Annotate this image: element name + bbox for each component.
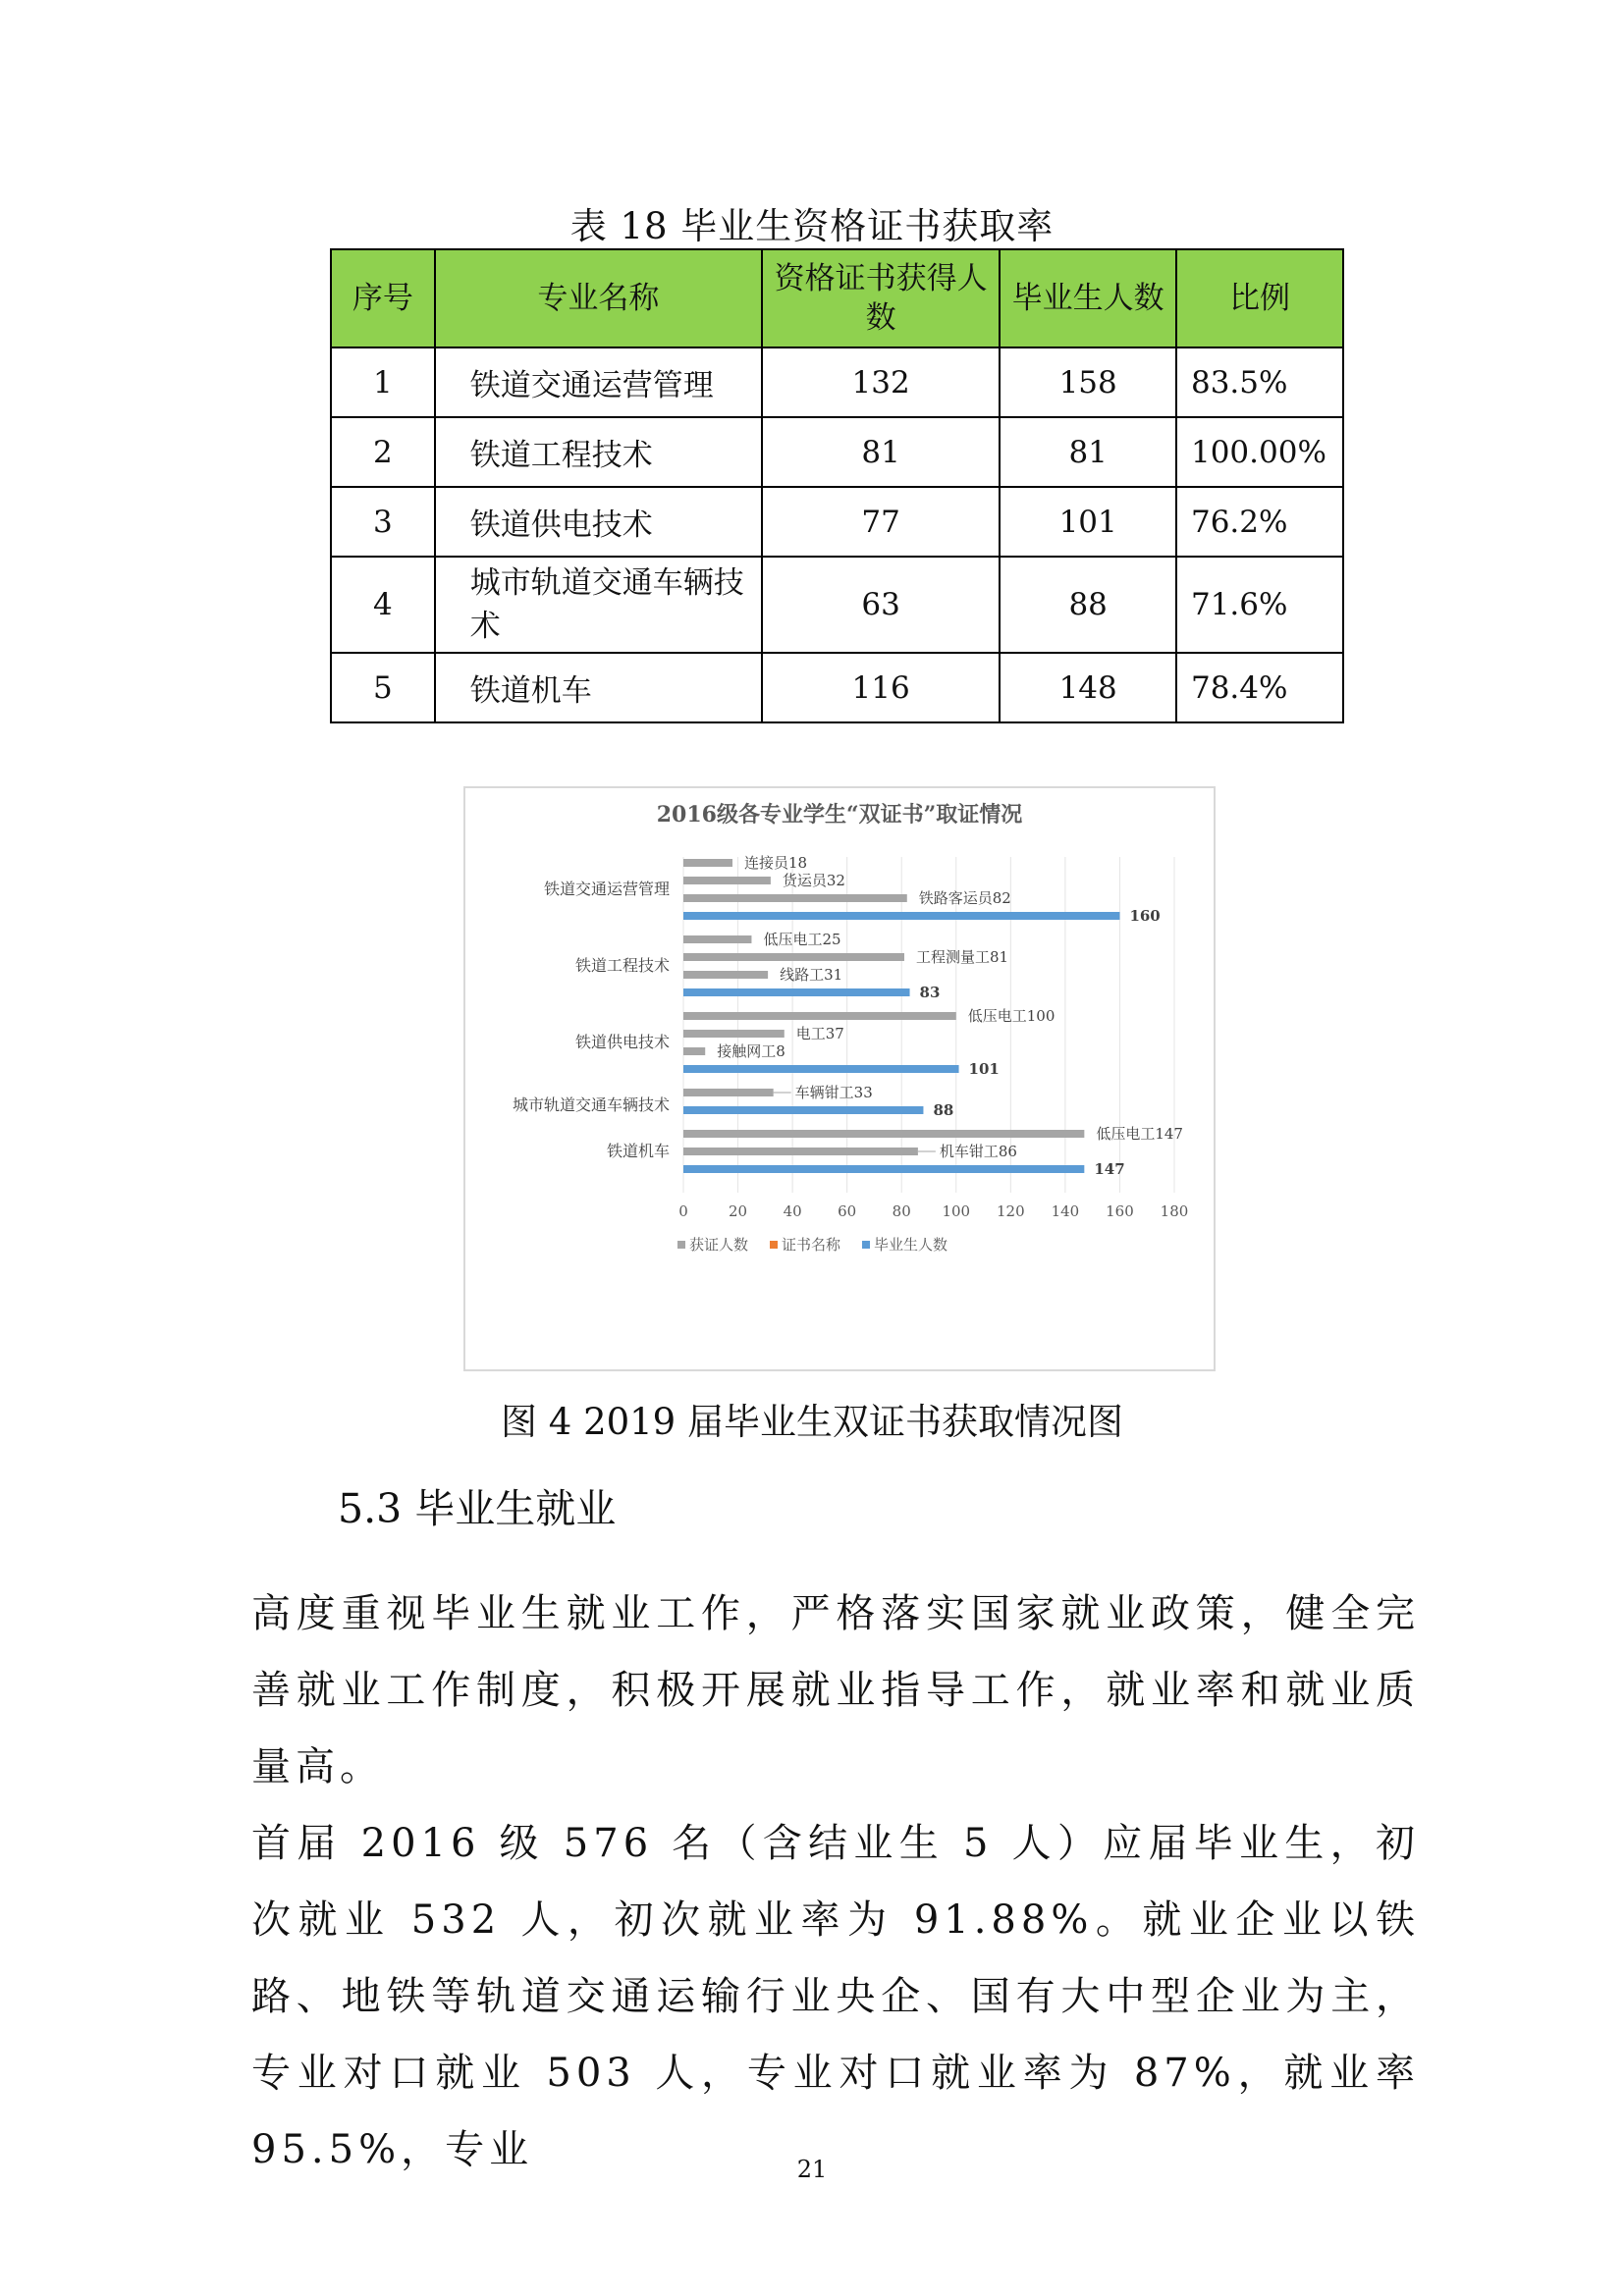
cell-ratio: 76.2%	[1176, 487, 1343, 557]
graduates-data-label: 147	[1094, 1160, 1125, 1178]
section-heading: 5.3 毕业生就业	[338, 1485, 617, 1532]
cert-bar	[683, 971, 768, 979]
cert-bar	[683, 1130, 1084, 1138]
paragraph: 首届 2016 级 576 名（含结业生 5 人）应届毕业生，初次就业 532 人，初次就业率为 91.88%。就业企业以铁路、地铁等轨道交通运输行业央企、国有大中型企业为主，专业对口就业 503 人，专业对口就业率为 87%，就业率 95.5%，专业	[251, 1821, 1420, 2172]
legend-entry: 证书名称	[782, 1236, 841, 1254]
table-row	[331, 417, 1343, 487]
x-tick-label: 80	[892, 1202, 911, 1220]
graduates-bar	[683, 1065, 959, 1073]
graduates-bar	[683, 912, 1119, 920]
cert-bar	[683, 1012, 956, 1020]
table-row	[331, 347, 1343, 417]
cert-bar	[683, 935, 751, 943]
cell-ratio: 83.5%	[1176, 347, 1343, 417]
cert-data-label: 货运员32	[782, 872, 845, 889]
graduates-data-label: 88	[933, 1101, 954, 1119]
table-header-row	[331, 249, 1343, 347]
cert-bar	[683, 859, 732, 867]
header-major: 专业名称	[435, 249, 762, 347]
legend-swatch	[677, 1241, 685, 1249]
cell-index: 3	[331, 487, 435, 557]
graduates-bar	[683, 1106, 923, 1114]
page-number: 21	[796, 2156, 828, 2183]
cell-graduates: 158	[1000, 347, 1176, 417]
table-row	[331, 653, 1343, 722]
cell-graduates: 148	[1000, 653, 1176, 722]
figure-caption: 图 4 2019 届毕业生双证书获取情况图	[501, 1401, 1123, 1443]
cert-bar	[683, 953, 904, 961]
cell-major: 铁道工程技术	[435, 417, 762, 487]
cell-cert-count: 116	[762, 653, 1000, 722]
cert-data-label: 机车钳工86	[939, 1143, 1017, 1160]
cell-major: 城市轨道交通车辆技术	[435, 557, 762, 653]
cert-data-label: 铁路客运员82	[918, 889, 1011, 907]
cert-bar	[683, 1047, 705, 1055]
cert-bar	[683, 877, 771, 884]
cert-bar	[683, 1148, 918, 1155]
header-cert-count: 资格证书获得人数	[762, 249, 1000, 347]
table-row	[331, 557, 1343, 653]
cell-cert-count: 63	[762, 557, 1000, 653]
cert-bar	[683, 1089, 774, 1096]
cell-ratio: 100.00%	[1176, 417, 1343, 487]
cell-ratio: 71.6%	[1176, 557, 1343, 653]
header-index: 序号	[331, 249, 435, 347]
graduates-bar	[683, 988, 910, 996]
category-label: 铁道机车	[606, 1142, 670, 1160]
legend-entry: 获证人数	[689, 1236, 749, 1254]
x-tick-label: 180	[1160, 1202, 1189, 1220]
cell-major: 铁道交通运营管理	[435, 347, 762, 417]
cell-major: 铁道供电技术	[435, 487, 762, 557]
cert-data-label: 接触网工8	[717, 1042, 785, 1060]
cert-data-label: 车辆钳工33	[794, 1084, 873, 1101]
table-row	[331, 487, 1343, 557]
cert-data-label: 低压电工147	[1096, 1125, 1183, 1143]
x-tick-label: 60	[838, 1202, 857, 1220]
cert-bar	[683, 1030, 785, 1038]
cell-graduates: 88	[1000, 557, 1176, 653]
cert-data-label: 电工37	[795, 1025, 844, 1042]
category-label: 城市轨道交通车辆技术	[512, 1095, 670, 1114]
cert-data-label: 工程测量工81	[916, 948, 1009, 966]
legend-swatch	[770, 1241, 778, 1249]
legend-swatch	[862, 1241, 870, 1249]
paragraph: 高度重视毕业生就业工作，严格落实国家就业政策，健全完善就业工作制度，积极开展就业指导工作，就业率和就业质量高。	[251, 1591, 1420, 1789]
legend-entry: 毕业生人数	[874, 1236, 948, 1254]
cell-cert-count: 81	[762, 417, 1000, 487]
header-graduates: 毕业生人数	[1000, 249, 1176, 347]
cell-ratio: 78.4%	[1176, 653, 1343, 722]
cell-index: 4	[331, 557, 435, 653]
category-label: 铁道交通运营管理	[543, 880, 670, 898]
cell-graduates: 101	[1000, 487, 1176, 557]
x-tick-label: 100	[942, 1202, 971, 1220]
x-tick-label: 120	[997, 1202, 1025, 1220]
x-tick-label: 20	[729, 1202, 748, 1220]
x-tick-label: 160	[1106, 1202, 1134, 1220]
cell-index: 1	[331, 347, 435, 417]
certificate-table	[330, 248, 1344, 723]
cell-index: 5	[331, 653, 435, 722]
cell-index: 2	[331, 417, 435, 487]
graduates-data-label: 101	[968, 1060, 1000, 1078]
cell-graduates: 81	[1000, 417, 1176, 487]
chart-frame	[463, 786, 1216, 1371]
cell-cert-count: 77	[762, 487, 1000, 557]
certificate-bar-chart	[465, 788, 1214, 1369]
graduates-data-label: 83	[919, 984, 941, 1001]
header-ratio: 比例	[1176, 249, 1343, 347]
chart-title: 2016级各专业学生“双证书”取证情况	[656, 802, 1023, 828]
graduates-bar	[683, 1165, 1084, 1173]
category-label: 铁道工程技术	[574, 956, 670, 975]
cert-data-label: 线路工31	[780, 966, 843, 984]
table-caption: 表 18 毕业生资格证书获取率	[569, 205, 1055, 247]
graduates-data-label: 160	[1129, 907, 1161, 925]
cell-major: 铁道机车	[435, 653, 762, 722]
x-tick-label: 40	[783, 1202, 802, 1220]
cert-data-label: 低压电工25	[763, 931, 841, 948]
cell-cert-count: 132	[762, 347, 1000, 417]
cert-data-label: 连接员18	[744, 854, 808, 872]
category-label: 铁道供电技术	[574, 1033, 670, 1051]
cert-bar	[683, 894, 907, 902]
x-tick-label: 0	[678, 1202, 688, 1220]
x-tick-label: 140	[1051, 1202, 1080, 1220]
cert-data-label: 低压电工100	[967, 1007, 1056, 1025]
